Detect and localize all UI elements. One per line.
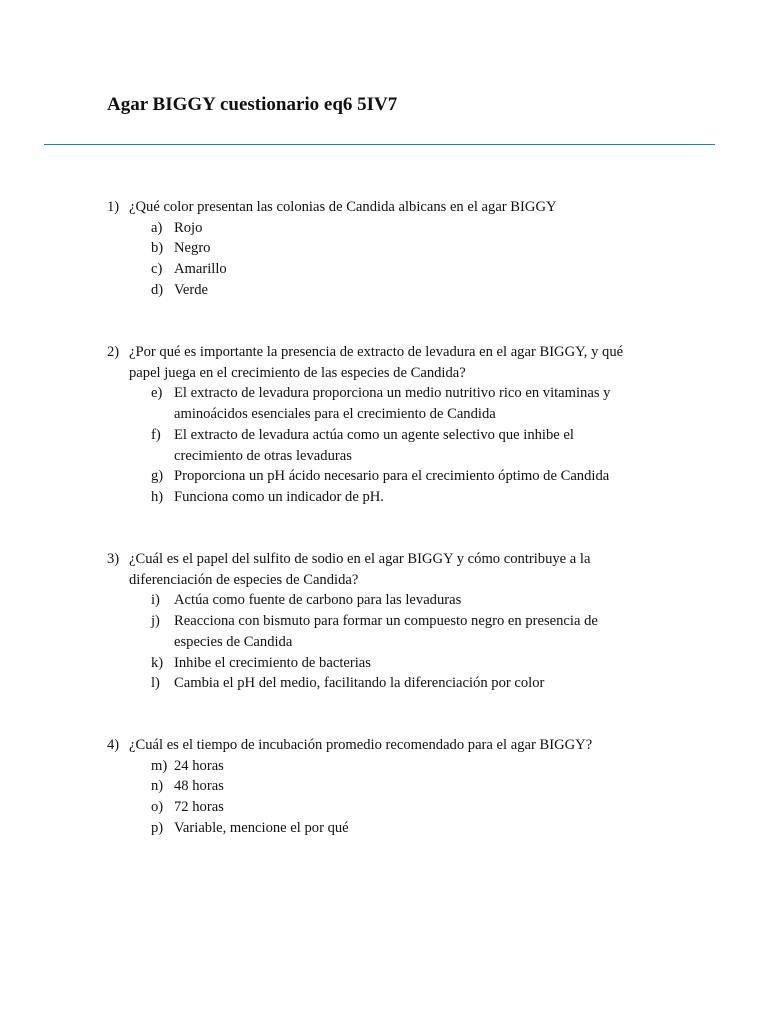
answer-option-p bbox=[151, 818, 634, 839]
option-letter: p) bbox=[151, 819, 164, 836]
option-text: 24 horas bbox=[174, 757, 224, 774]
option-letter: m) bbox=[151, 757, 168, 774]
option-text: Cambia el pH del medio, facilitando la diferenciación por color bbox=[174, 675, 545, 692]
answer-option-i bbox=[151, 590, 634, 611]
question-number: 3) bbox=[107, 551, 120, 567]
document-title: Agar BIGGY cuestionario eq6 5IV7 bbox=[107, 94, 398, 115]
answer-option-f bbox=[151, 425, 634, 466]
question-1 bbox=[0, 197, 768, 301]
answer-option-e bbox=[151, 383, 634, 424]
option-letter: b) bbox=[151, 240, 164, 257]
option-letter: g) bbox=[151, 468, 164, 485]
option-text: Verde bbox=[174, 281, 209, 298]
option-text: Negro bbox=[174, 240, 211, 257]
option-letter: l) bbox=[151, 675, 160, 692]
option-text: 72 horas bbox=[174, 799, 224, 816]
answer-option-l bbox=[151, 673, 634, 694]
question-text: ¿Por qué es importante la presencia de extracto de levadura en el agar BIGGY, y qué papel juega en el crecimiento de las especies de Candida? bbox=[129, 344, 624, 381]
answer-option-h bbox=[151, 487, 634, 508]
option-letter: k) bbox=[151, 654, 164, 671]
question-stem bbox=[0, 735, 768, 756]
answer-option-m bbox=[151, 756, 634, 777]
option-letter: f) bbox=[151, 426, 161, 443]
answer-option-b bbox=[151, 238, 634, 259]
option-text: Actúa como fuente de carbono para las levaduras bbox=[174, 592, 462, 609]
question-text: ¿Cuál es el tiempo de incubación promedio recomendado para el agar BIGGY? bbox=[129, 737, 593, 753]
question-2 bbox=[0, 342, 768, 508]
answer-option-d bbox=[151, 280, 634, 301]
option-text: El extracto de levadura actúa como un agente selectivo que inhibe el crecimiento de otras levaduras bbox=[174, 426, 574, 464]
header-divider bbox=[44, 144, 715, 145]
option-text: Funciona como un indicador de pH. bbox=[174, 488, 384, 505]
option-letter: e) bbox=[151, 385, 163, 402]
option-letter: n) bbox=[151, 778, 164, 795]
question-stem bbox=[0, 197, 768, 218]
answer-option-j bbox=[151, 611, 634, 652]
question-text: ¿Qué color presentan las colonias de Candida albicans en el agar BIGGY bbox=[129, 199, 557, 215]
option-text: Amarillo bbox=[174, 261, 227, 278]
answer-option-n bbox=[151, 776, 634, 797]
question-stem bbox=[0, 342, 768, 383]
answer-option-g bbox=[151, 466, 634, 487]
answer-option-c bbox=[151, 259, 634, 280]
option-letter: a) bbox=[151, 219, 163, 236]
question-4 bbox=[0, 735, 768, 839]
option-text: Inhibe el crecimiento de bacterias bbox=[174, 654, 371, 671]
option-text: El extracto de levadura proporciona un medio nutritivo rico en vitaminas y aminoácidos esenciales para el crecimiento de Candida bbox=[174, 385, 611, 423]
question-number: 2) bbox=[107, 344, 120, 360]
answer-option-k bbox=[151, 653, 634, 674]
option-text: Rojo bbox=[174, 219, 203, 236]
answer-option-a bbox=[151, 218, 634, 239]
option-letter: i) bbox=[151, 592, 160, 609]
option-text: Proporciona un pH ácido necesario para el crecimiento óptimo de Candida bbox=[174, 468, 610, 485]
option-letter: o) bbox=[151, 799, 164, 816]
option-letter: c) bbox=[151, 261, 163, 278]
option-letter: j) bbox=[151, 613, 160, 630]
question-text: ¿Cuál es el papel del sulfito de sodio en el agar BIGGY y cómo contribuye a la diferenciación de especies de Candida? bbox=[129, 551, 591, 588]
answer-option-o bbox=[151, 797, 634, 818]
question-number: 4) bbox=[107, 737, 120, 753]
option-letter: h) bbox=[151, 488, 164, 505]
question-3 bbox=[0, 549, 768, 694]
option-text: Reacciona con bismuto para formar un compuesto negro en presencia de especies de Candida bbox=[174, 613, 598, 650]
option-letter: d) bbox=[151, 281, 164, 298]
option-text: Variable, mencione el por qué bbox=[174, 819, 349, 836]
option-text: 48 horas bbox=[174, 778, 224, 795]
question-stem bbox=[0, 549, 768, 590]
question-number: 1) bbox=[107, 199, 120, 215]
